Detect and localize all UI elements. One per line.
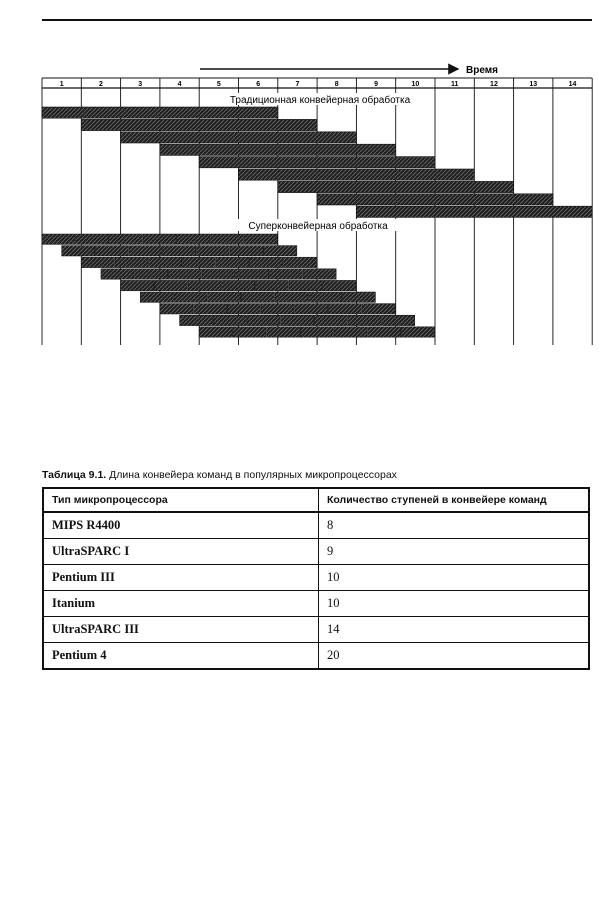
superpipeline-stage-cell: [196, 246, 229, 256]
superpipeline-stage-cell: [180, 315, 213, 325]
traditional-instruction-bar: [42, 107, 278, 118]
processor-name: Pentium III: [43, 565, 319, 591]
superpipeline-bars: [42, 234, 434, 337]
superpipeline-stage-cell: [348, 315, 381, 325]
superpipeline-stage-cell: [334, 327, 367, 337]
superpipeline-stage-cell: [95, 246, 128, 256]
table-caption-text: Длина конвейера команд в популярных микропроцессорах: [109, 469, 397, 481]
superpipeline-stage-cell: [264, 246, 297, 256]
processor-name: UltraSPARC I: [43, 539, 319, 565]
time-tick-label: 8: [334, 81, 339, 88]
stage-count: 10: [319, 565, 590, 591]
header-processor-type: Тип микропроцессора: [43, 488, 319, 512]
time-tick-label: 7: [295, 81, 300, 88]
stage-count: 14: [319, 617, 590, 643]
superpipeline-stage-cell: [129, 246, 162, 256]
superpipeline-stage-cell: [309, 292, 342, 302]
superpipeline-stage-cell: [194, 304, 227, 314]
table-row: [43, 591, 589, 617]
superpipeline-stage-cell: [401, 327, 434, 337]
superpipeline-stage-cell: [227, 304, 260, 314]
superpipeline-stage-cell: [314, 315, 347, 325]
superpipeline-stage-cell: [261, 304, 294, 314]
stage-count: 10: [319, 591, 590, 617]
superpipeline-stage-cell: [174, 292, 207, 302]
superpipeline-stage-cell: [300, 327, 333, 337]
superpipeline-stage-cell: [177, 234, 210, 244]
pipeline-length-table: [42, 487, 590, 670]
header-stage-count: Количество ступеней в конвейере команд: [319, 488, 590, 512]
superpipeline-stage-cell: [362, 304, 395, 314]
table-row: [43, 512, 589, 539]
traditional-title: Традиционная конвейерная обработка: [229, 95, 411, 106]
superpipeline-stage-cell: [250, 257, 283, 267]
table-row: [43, 643, 589, 670]
stage-count: 8: [319, 512, 590, 539]
superpipeline-stage-cell: [168, 269, 201, 279]
superpipeline-stage-cell: [143, 234, 176, 244]
superpipeline-stage-cell: [199, 327, 232, 337]
time-tick-label: 11: [450, 81, 459, 88]
superpipeline-stage-cell: [208, 292, 241, 302]
traditional-instruction-bar: [239, 169, 475, 180]
superpipeline-stage-cell: [222, 280, 255, 290]
time-tick-label: 2: [98, 81, 103, 88]
superpipeline-stage-cell: [255, 280, 288, 290]
table-caption: [42, 469, 397, 481]
super-title: Суперконвейерная обработка: [248, 221, 388, 232]
table-row: [43, 565, 589, 591]
time-tick-label: 3: [138, 81, 143, 88]
traditional-instruction-bar: [81, 119, 317, 130]
time-tick-label: 12: [490, 81, 498, 88]
stage-count: 20: [319, 643, 590, 670]
superpipeline-stage-cell: [210, 234, 243, 244]
superpipeline-stage-cell: [81, 257, 114, 267]
superpipeline-stage-cell: [109, 234, 142, 244]
traditional-instruction-bar: [356, 206, 592, 217]
superpipeline-stage-cell: [295, 304, 328, 314]
table-caption-number: Таблица 9.1.: [42, 469, 107, 481]
traditional-pipeline-bars: [42, 107, 592, 217]
time-tick-label: 5: [216, 81, 221, 88]
time-tick-label: 4: [177, 81, 182, 88]
superpipeline-stage-cell: [101, 269, 134, 279]
time-tick-label: 1: [59, 81, 64, 88]
superpipeline-stage-cell: [382, 315, 415, 325]
processor-name: MIPS R4400: [43, 512, 319, 539]
processor-name: Pentium 4: [43, 643, 319, 670]
time-tick-label: 9: [374, 81, 379, 88]
superpipeline-stage-cell: [160, 304, 193, 314]
processor-name: UltraSPARC III: [43, 617, 319, 643]
processor-name: Itanium: [43, 591, 319, 617]
superpipeline-stage-cell: [202, 269, 235, 279]
time-tick-label: 14: [568, 81, 577, 88]
traditional-instruction-bar: [160, 144, 396, 155]
superpipeline-stage-cell: [283, 257, 316, 267]
superpipeline-stage-cell: [213, 315, 246, 325]
time-tick-label: 10: [411, 81, 420, 88]
time-tick-label: 13: [529, 81, 538, 88]
superpipeline-stage-cell: [241, 292, 274, 302]
time-label: Время: [466, 65, 498, 76]
superpipeline-stage-cell: [163, 246, 196, 256]
table-row: [43, 617, 589, 643]
superpipeline-stage-cell: [182, 257, 215, 267]
superpipeline-stage-cell: [115, 257, 148, 267]
traditional-instruction-bar: [199, 157, 435, 168]
superpipeline-stage-cell: [289, 280, 322, 290]
superpipeline-stage-cell: [281, 315, 314, 325]
superpipeline-stage-cell: [323, 280, 356, 290]
superpipeline-stage-cell: [230, 246, 263, 256]
superpipeline-stage-cell: [76, 234, 109, 244]
superpipeline-stage-cell: [244, 234, 277, 244]
superpipeline-stage-cell: [62, 246, 95, 256]
table-row: [43, 539, 589, 565]
table-header-row: [43, 488, 589, 512]
superpipeline-stage-cell: [269, 269, 302, 279]
superpipeline-stage-cell: [188, 280, 221, 290]
superpipeline-stage-cell: [247, 315, 280, 325]
time-tick-label: 6: [256, 81, 261, 88]
superpipeline-stage-cell: [368, 327, 401, 337]
superpipeline-stage-cell: [267, 327, 300, 337]
superpipeline-stage-cell: [154, 280, 187, 290]
traditional-instruction-bar: [317, 194, 553, 205]
superpipeline-stage-cell: [216, 257, 249, 267]
superpipeline-stage-cell: [233, 327, 266, 337]
traditional-instruction-bar: [278, 181, 514, 192]
superpipeline-stage-cell: [140, 292, 173, 302]
superpipeline-stage-cell: [42, 234, 75, 244]
stage-count: 9: [319, 539, 590, 565]
superpipeline-stage-cell: [275, 292, 308, 302]
superpipeline-stage-cell: [121, 280, 154, 290]
pipeline-diagram: [0, 0, 599, 360]
superpipeline-stage-cell: [328, 304, 361, 314]
superpipeline-stage-cell: [149, 257, 182, 267]
traditional-instruction-bar: [121, 132, 357, 143]
superpipeline-stage-cell: [342, 292, 375, 302]
superpipeline-stage-cell: [135, 269, 168, 279]
superpipeline-stage-cell: [303, 269, 336, 279]
superpipeline-stage-cell: [236, 269, 269, 279]
